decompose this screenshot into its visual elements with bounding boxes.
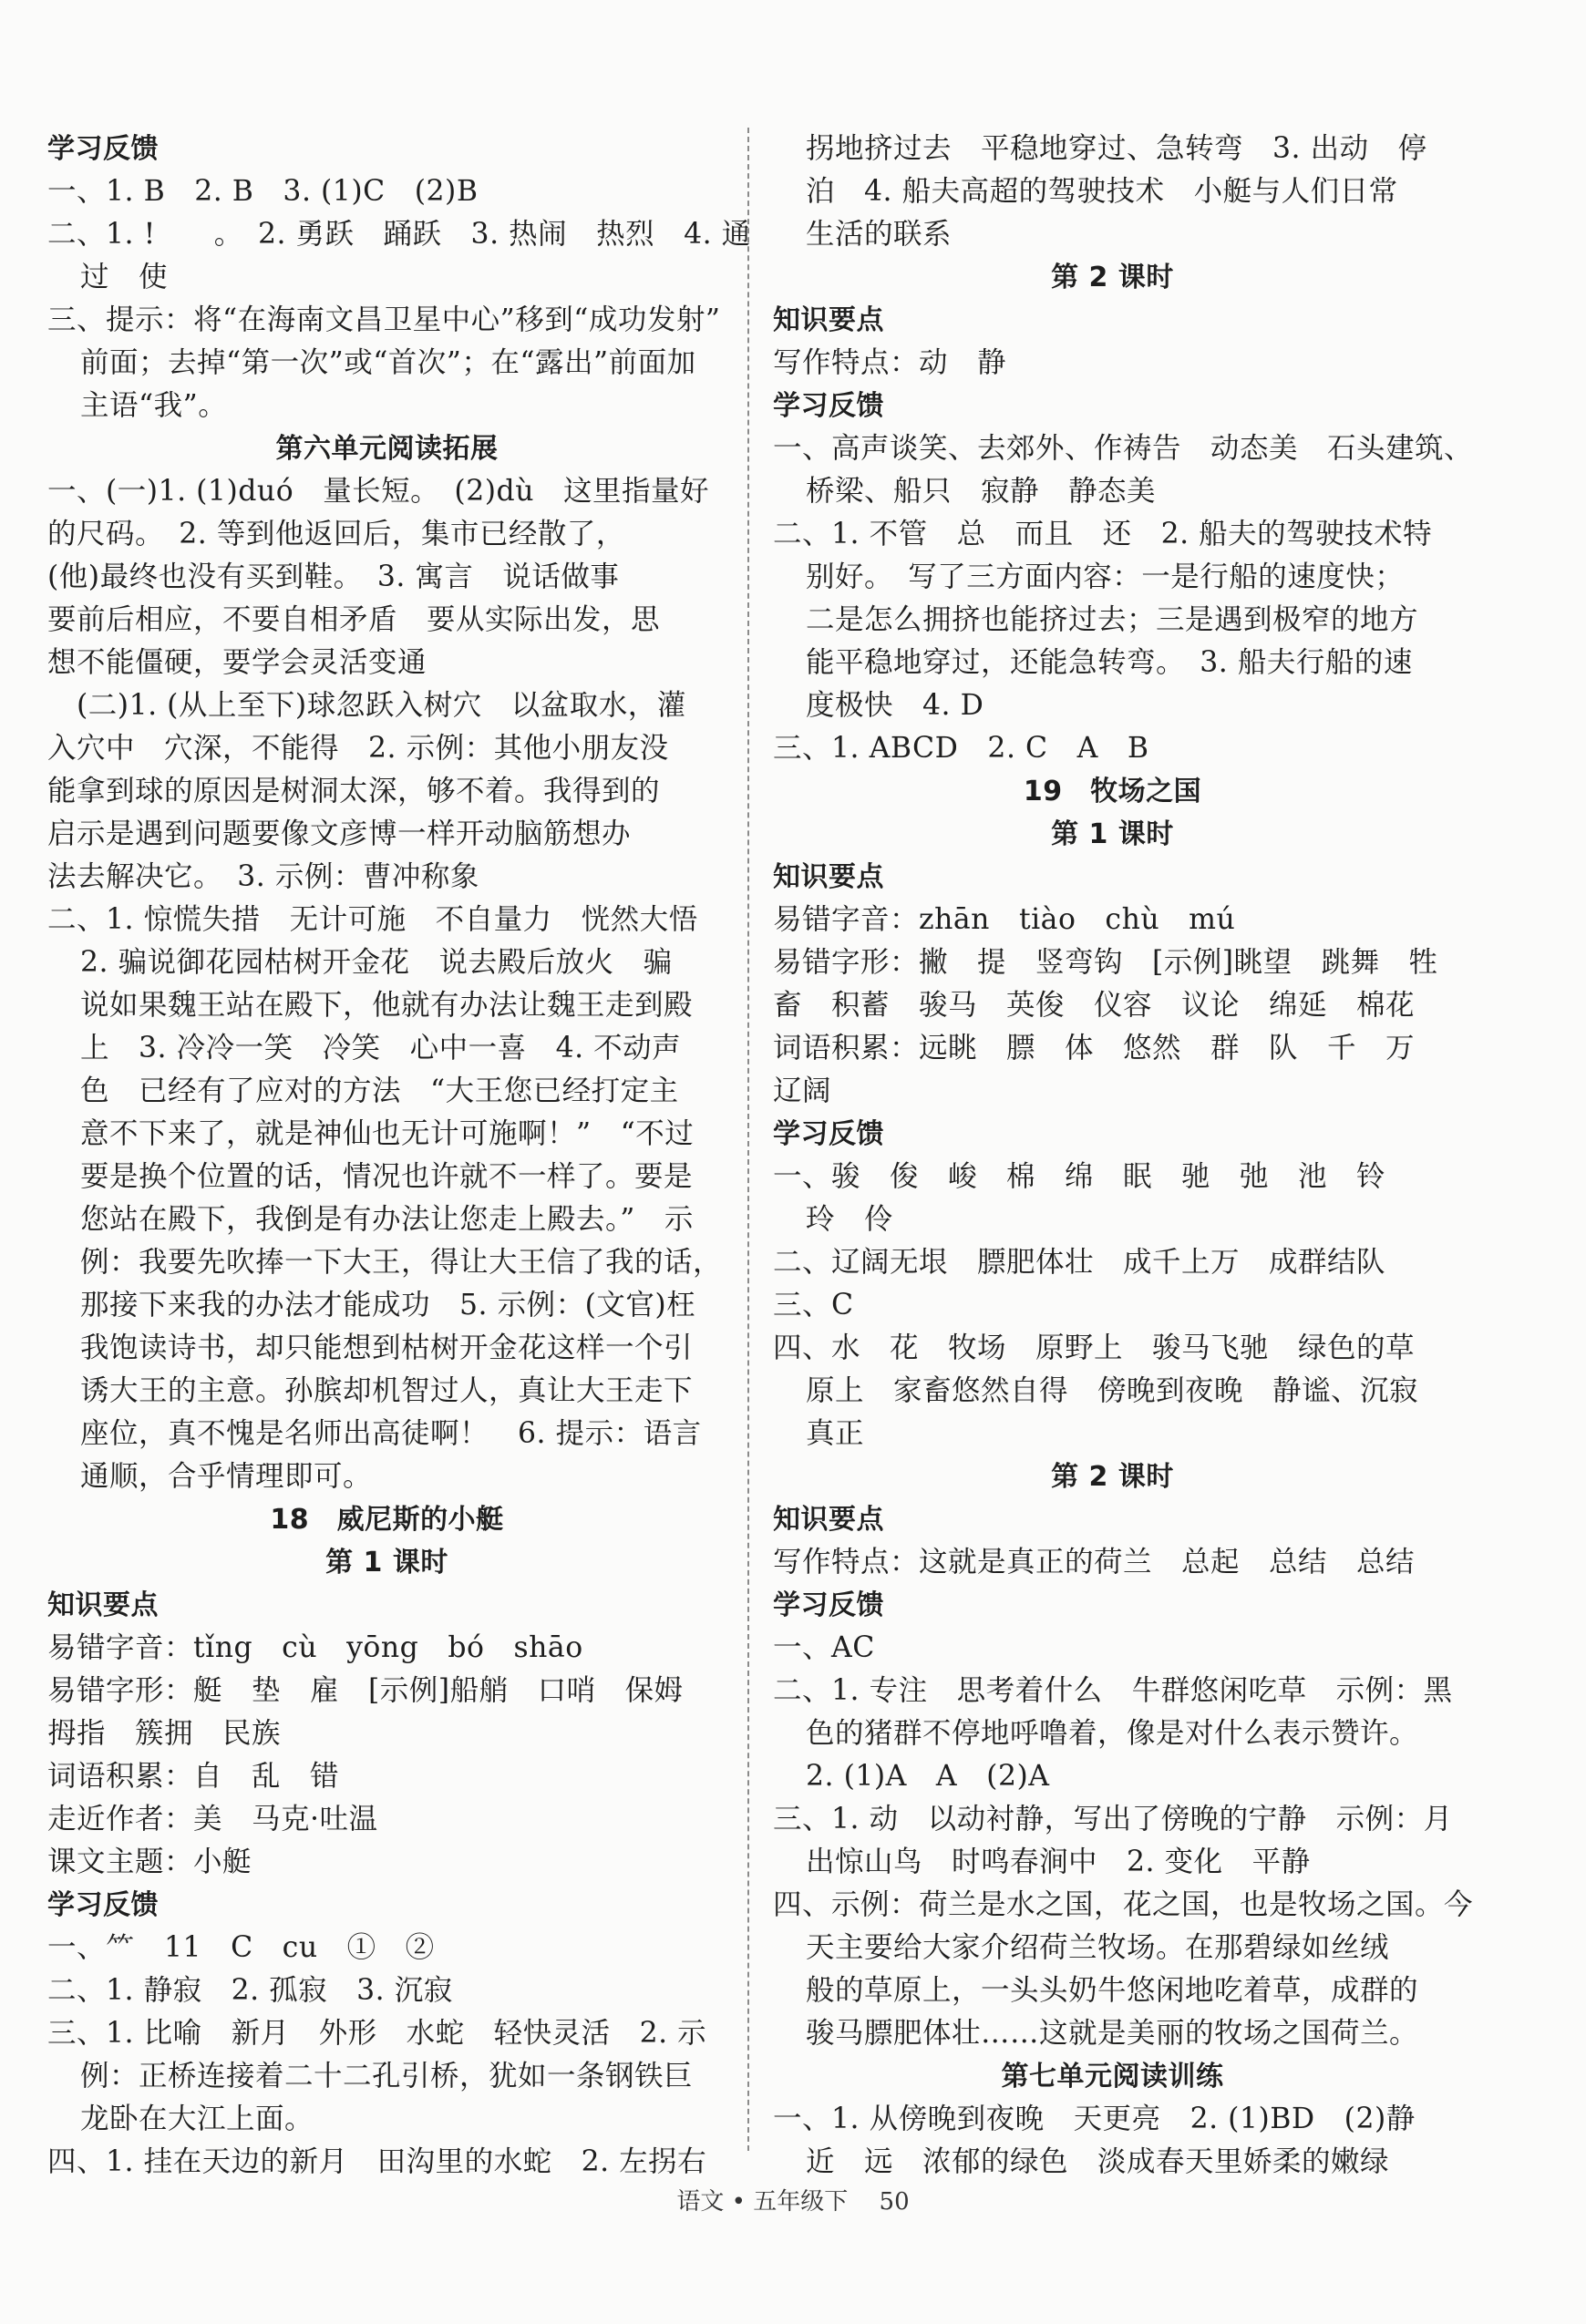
section-heading: 知识要点 xyxy=(773,1504,884,1536)
lesson-title: 第 2 课时 xyxy=(1051,1461,1174,1493)
answer-line: 一、AC xyxy=(773,1631,875,1664)
answer-line: 一、1. B 2. B 3. (1)C (2)B xyxy=(47,175,479,208)
lesson-title: 第七单元阅读训练 xyxy=(1001,2061,1224,2093)
answer-line: 一、⺮ 11 C cu ① ② xyxy=(47,1931,435,1964)
answer-line: 三、C xyxy=(773,1289,854,1321)
lesson-title: 第 1 课时 xyxy=(325,1547,448,1578)
answer-line: 色的猪群不停地呼噜着，像是对什么表示赞许。 xyxy=(806,1717,1419,1750)
column-divider xyxy=(747,128,749,2151)
answer-line: (二)1. (从上至下)球忽跃入树穴 以盆取水，灌 xyxy=(47,689,686,722)
lesson-title: 18 威尼斯的小艇 xyxy=(270,1504,504,1536)
answer-line: 玲 伶 xyxy=(806,1203,894,1236)
answer-line: 四、水 花 牧场 原野上 骏马飞驰 绿色的草 xyxy=(773,1332,1416,1364)
answer-line: 易错字音：zhān tiào chù mú xyxy=(773,903,1236,936)
answer-line: 二、1. 静寂 2. 孤寂 3. 沉寂 xyxy=(47,1974,453,2007)
answer-line: 拇指 簇拥 民族 xyxy=(47,1717,282,1750)
answer-line: 要是换个位置的话，情况也许就不一样了。要是 xyxy=(80,1160,694,1193)
answer-line: 诱大王的主意。孙膑却机智过人，真让大王走下 xyxy=(80,1374,694,1407)
answer-line: 过 使 xyxy=(80,261,169,293)
answer-line: 泊 4. 船夫高超的驾驶技术 小艇与人们日常 xyxy=(806,175,1398,208)
answer-line: 的尺码。 2. 等到他返回后，集市已经散了， xyxy=(47,518,625,550)
answer-line: 度极快 4. D xyxy=(806,689,984,722)
answer-line: 二、1. 不管 总 而且 还 2. 船夫的驾驶技术特 xyxy=(773,518,1433,550)
answer-line: 龙卧在大江上面。 xyxy=(80,2103,314,2135)
answer-line: 想不能僵硬，要学会灵活变通 xyxy=(47,646,427,679)
left-column xyxy=(47,128,751,2184)
section-heading: 学习反馈 xyxy=(47,1889,159,1921)
answer-line: 二是怎么拥挤也能挤过去；三是遇到极窄的地方 xyxy=(806,603,1419,636)
answer-line: 易错字形：艇 垫 雇 [示例]船艄 口哨 保姆 xyxy=(47,1674,684,1707)
lesson-title: 第 2 课时 xyxy=(1051,262,1174,293)
right-column xyxy=(773,128,1474,2184)
answer-line: 近 远 浓郁的绿色 淡成春天里娇柔的嫩绿 xyxy=(806,2145,1390,2178)
answer-line: 三、1. ABCD 2. C A B xyxy=(773,732,1149,765)
answer-line: 词语积累：自 乱 错 xyxy=(47,1760,340,1793)
answer-line: 四、示例：荷兰是水之国，花之国，也是牧场之国。今 xyxy=(773,1888,1474,1921)
answer-line: 入穴中 穴深，不能得 2. 示例：其他小朋友没 xyxy=(47,732,669,765)
answer-line: 通顺，合乎情理即可。 xyxy=(80,1460,373,1493)
answer-line: 原上 家畜悠然自得 傍晚到夜晚 静谧、沉寂 xyxy=(806,1374,1419,1407)
answer-line: 一、1. 从傍晚到夜晚 天更亮 2. (1)BD (2)静 xyxy=(773,2103,1416,2135)
answer-line: 意不下来了，就是神仙也无计可施啊！” “不过 xyxy=(80,1117,695,1150)
answer-line: 启示是遇到问题要像文彦博一样开动脑筋想办 xyxy=(47,818,632,850)
answer-line: 法去解决它。 3. 示例：曹冲称象 xyxy=(47,860,479,893)
answer-line: 2. (1)A A (2)A xyxy=(806,1760,1050,1793)
answer-line: 三、1. 比喻 新月 外形 水蛇 轻快灵活 2. 示 xyxy=(47,2017,707,2050)
answer-line: 拐地挤过去 平稳地穿过、急转弯 3. 出动 停 xyxy=(806,132,1427,165)
answer-line: 易错字音：tǐng cù yōng bó shāo xyxy=(47,1631,583,1664)
section-heading: 知识要点 xyxy=(773,861,884,893)
answer-line: 要前后相应，不要自相矛盾 要从实际出发，思 xyxy=(47,603,661,636)
section-heading: 知识要点 xyxy=(47,1589,159,1621)
answer-line: 骏马膘肥体壮……这就是美丽的牧场之国荷兰。 xyxy=(806,2017,1419,2050)
answer-line: 能平稳地穿过，还能急转弯。 3. 船夫行船的速 xyxy=(806,646,1413,679)
answer-line: 例：我要先吹捧一下大王，得让大王信了我的话， xyxy=(80,1246,723,1279)
lesson-title: 19 牧场之国 xyxy=(1023,776,1202,807)
answer-line: 词语积累：远眺 膘 体 悠然 群 队 千 万 xyxy=(773,1032,1416,1064)
answer-line: 二、1. ! 。 2. 勇跃 踊跃 3. 热闹 热烈 4. 通 xyxy=(47,218,751,251)
answer-line: 二、辽阔无垠 膘肥体壮 成千上万 成群结队 xyxy=(773,1246,1386,1279)
section-heading: 知识要点 xyxy=(773,304,884,336)
section-heading: 学习反馈 xyxy=(773,1589,884,1621)
answer-line: 三、提示：将“在海南文昌卫星中心”移到“成功发射” xyxy=(47,303,721,336)
section-heading: 学习反馈 xyxy=(773,1118,884,1150)
answer-line: 真正 xyxy=(806,1417,865,1450)
answer-line: 二、1. 惊慌失措 无计可施 不自量力 恍然大悟 xyxy=(47,903,698,936)
answer-line: 写作特点：这就是真正的荷兰 总起 总结 总结 xyxy=(773,1546,1416,1578)
answer-line: 桥梁、船只 寂静 静态美 xyxy=(806,475,1157,508)
answer-line: 写作特点：动 静 xyxy=(773,346,1007,379)
answer-line: 般的草原上，一头头奶牛悠闲地吃着草，成群的 xyxy=(806,1974,1419,2007)
lesson-title: 第 1 课时 xyxy=(1051,818,1174,850)
page-footer: 语文 • 五年级下 50 xyxy=(676,2188,910,2216)
answer-line: 畜 积蓄 骏马 英俊 仪容 议论 绵延 棉花 xyxy=(773,989,1416,1022)
section-heading: 学习反馈 xyxy=(773,390,884,422)
answer-line: 一、高声谈笑、去郊外、作祷告 动态美 石头建筑、 xyxy=(773,432,1474,465)
answer-line: 课文主题：小艇 xyxy=(47,1846,252,1878)
answer-line: 座位，真不愧是名师出高徒啊！ 6. 提示：语言 xyxy=(80,1417,702,1450)
answer-line: 前面；去掉“第一次”或“首次”；在“露出”前面加 xyxy=(80,346,696,379)
answer-line: 天主要给大家介绍荷兰牧场。在那碧绿如丝绒 xyxy=(806,1931,1390,1964)
answer-line: 能拿到球的原因是树洞太深，够不着。我得到的 xyxy=(47,775,661,807)
answer-line: 二、1. 专注 思考着什么 牛群悠闲吃草 示例：黑 xyxy=(773,1674,1453,1707)
answer-line: 说如果魏王站在殿下，他就有办法让魏王走到殿 xyxy=(80,989,694,1022)
answer-line: 上 3. 冷冷一笑 冷笑 心中一喜 4. 不动声 xyxy=(80,1032,682,1064)
answer-line: 您站在殿下，我倒是有办法让您走上殿去。” 示 xyxy=(80,1203,694,1236)
answer-line: (他)最终也没有买到鞋。 3. 寓言 说话做事 xyxy=(47,560,620,593)
answer-line: 主语“我”。 xyxy=(80,389,228,422)
answer-line: 易错字形：撇 提 竖弯钩 [示例]眺望 跳舞 牲 xyxy=(773,946,1438,979)
answer-line: 一、(一)1. (1)duó 量长短。 (2)dù 这里指量好 xyxy=(47,475,710,508)
answer-line: 四、1. 挂在天边的新月 田沟里的水蛇 2. 左拐右 xyxy=(47,2145,707,2178)
answer-line: 走近作者：美 马克·吐温 xyxy=(47,1803,378,1836)
answer-line: 色 已经有了应对的方法 “大王您已经打定主 xyxy=(80,1075,679,1107)
answer-line: 三、1. 动 以动衬静，写出了傍晚的宁静 示例：月 xyxy=(773,1803,1453,1836)
answer-line: 那接下来我的办法才能成功 5. 示例：(文官)枉 xyxy=(80,1289,696,1321)
answer-line: 出惊山鸟 时鸣春涧中 2. 变化 平静 xyxy=(806,1846,1311,1878)
lesson-title: 第六单元阅读拓展 xyxy=(275,433,499,465)
answer-line: 辽阔 xyxy=(773,1075,832,1107)
answer-line: 2. 骗说御花园枯树开金花 说去殿后放火 骗 xyxy=(80,946,673,979)
answer-line: 例：正桥连接着二十二孔引桥，犹如一条钢铁巨 xyxy=(80,2060,694,2093)
answer-line: 一、骏 俊 峻 棉 绵 眠 驰 弛 池 铃 xyxy=(773,1160,1386,1193)
answer-line: 别好。 写了三方面内容：一是行船的速度快； xyxy=(806,560,1405,593)
answer-line: 我饱读诗书，却只能想到枯树开金花这样一个引 xyxy=(80,1332,694,1364)
answer-line: 生活的联系 xyxy=(806,218,953,251)
section-heading: 学习反馈 xyxy=(47,133,159,165)
